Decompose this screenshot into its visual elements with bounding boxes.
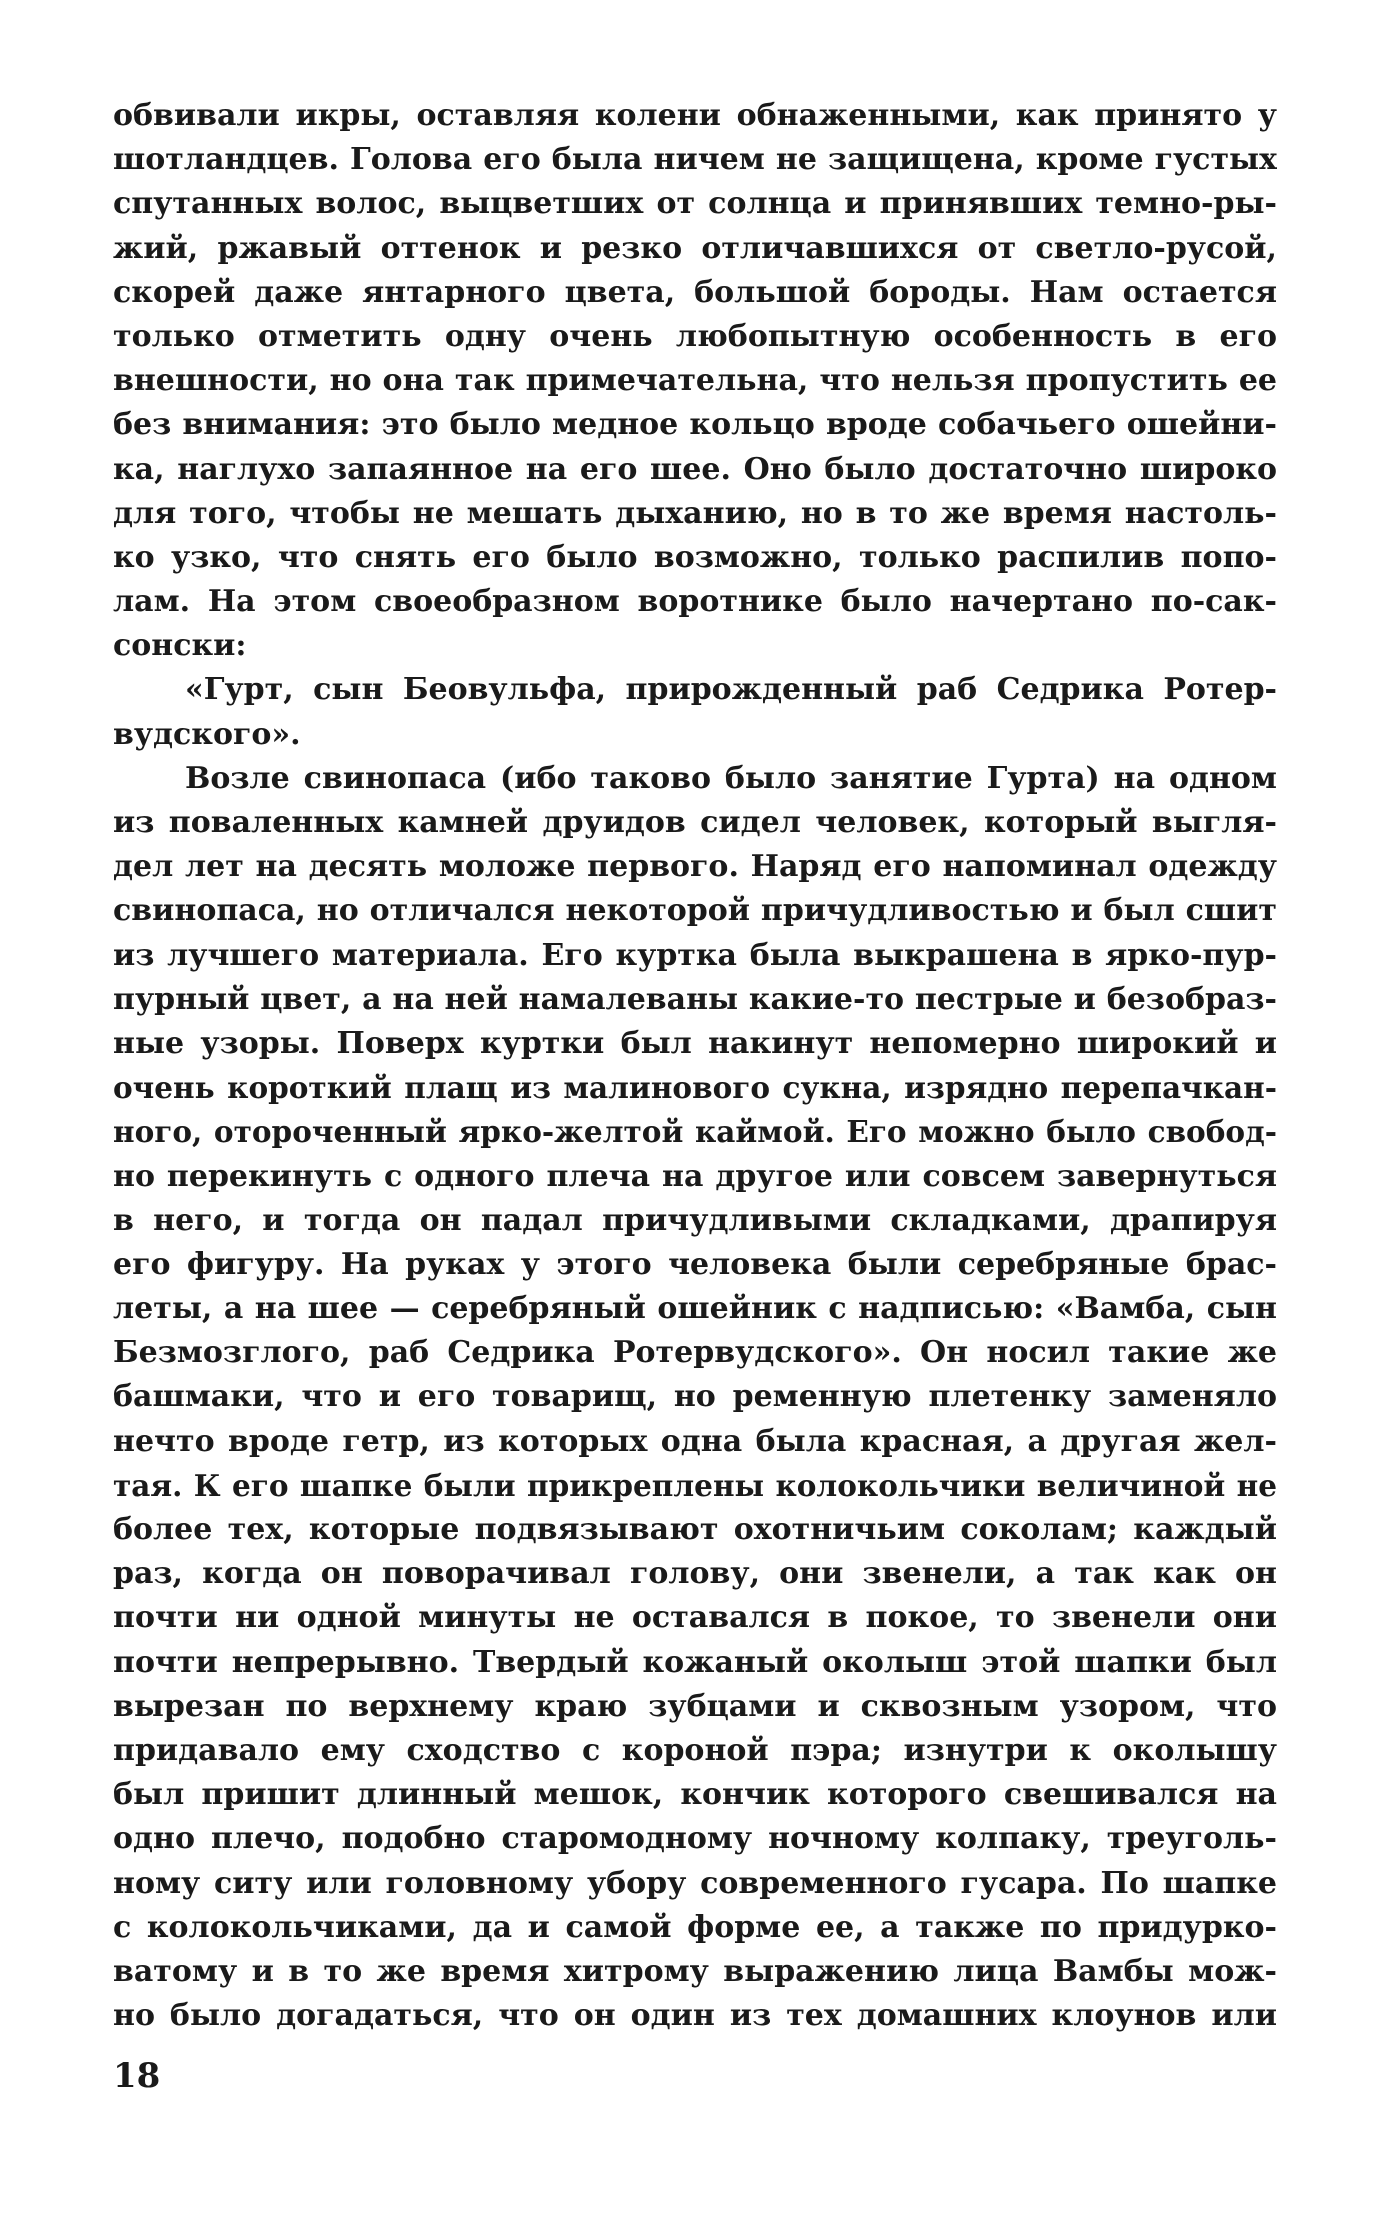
body-text bbox=[113, 94, 1277, 2038]
text-line: почти непрерывно. Твердый кожаный околыш этой шапки был bbox=[113, 1644, 1277, 1680]
text-line: из поваленных камней друидов сидел человек, который выгля- bbox=[113, 805, 1277, 840]
text-line: в него, и тогда он падал причудливыми складками, драпируя bbox=[113, 1202, 1277, 1238]
text-line: свинопаса, но отличался некоторой причудливостью и был сшит bbox=[113, 893, 1277, 929]
text-line: ного, отороченный ярко-желтой каймой. Его можно было свобод- bbox=[113, 1114, 1277, 1150]
text-line: нечто вроде гетр, из которых одна была красная, а другая жел- bbox=[113, 1423, 1277, 1459]
page-number: 18 bbox=[113, 2056, 161, 2096]
text-line: обвивали икры, оставляя колени обнаженными, как принято у bbox=[113, 98, 1277, 133]
text-line: его фигуру. На руках у этого человека были серебряные брас- bbox=[113, 1246, 1277, 1282]
text-line: без внимания: это было медное кольцо вроде собачьего ошейни- bbox=[113, 407, 1277, 443]
text-line: пурный цвет, а на ней намалеваны какие-то пестрые и безобраз- bbox=[113, 981, 1277, 1017]
text-line: сонски: bbox=[113, 628, 247, 664]
text-line: очень короткий плащ из малинового сукна, изрядно перепачкан- bbox=[113, 1070, 1277, 1106]
text-line: ватому и в то же время хитрому выражению лица Вамбы мож- bbox=[113, 1953, 1277, 1989]
text-line: ные узоры. Поверх куртки был накинут непомерно широкий и bbox=[113, 1025, 1277, 1061]
text-line: ному ситу или головному убору современного гусара. По шапке bbox=[113, 1865, 1277, 1901]
text-line: жий, ржавый оттенок и резко отличавшихся от светло-русой, bbox=[113, 230, 1277, 266]
text-line: придавало ему сходство с короной пэра; изнутри к околышу bbox=[113, 1732, 1277, 1768]
text-line: из лучшего материала. Его куртка была выкрашена в ярко-пур- bbox=[113, 937, 1277, 973]
text-line: вудского». bbox=[113, 716, 301, 752]
text-line: но перекинуть с одного плеча на другое или совсем завернуться bbox=[113, 1158, 1277, 1194]
text-line: тая. К его шапке были прикреплены колокольчики величиной не bbox=[113, 1467, 1277, 1503]
text-line: ко узко, что снять его было возможно, только распилив попо- bbox=[113, 539, 1277, 575]
text-line: внешности, но она так примечательна, что нельзя пропустить ее bbox=[113, 363, 1277, 399]
text-line: скорей даже янтарного цвета, большой бороды. Нам остается bbox=[113, 274, 1277, 310]
text-line: с колокольчиками, да и самой форме ее, а также по придурко- bbox=[113, 1909, 1277, 1945]
text-line: шотландцев. Голова его была ничем не защищена, кроме густых bbox=[113, 142, 1277, 178]
text-line: был пришит длинный мешок, кончик которого свешивался на bbox=[113, 1777, 1277, 1813]
text-line: почти ни одной минуты не оставался в покое, то звенели они bbox=[113, 1600, 1277, 1636]
text-line: леты, а на шее — серебряный ошейник с надписью: «Вамба, сын bbox=[113, 1291, 1277, 1327]
text-line: ка, наглухо запаянное на его шее. Оно было достаточно широко bbox=[113, 451, 1277, 487]
text-line: спутанных волос, выцветших от солнца и принявших темно-ры- bbox=[113, 186, 1277, 222]
text-line: «Гурт, сын Беовульфа, прирожденный раб Седрика Ротер- bbox=[185, 672, 1277, 708]
text-line: только отметить одну очень любопытную особенность в его bbox=[113, 318, 1277, 354]
text-line: одно плечо, подобно старомодному ночному колпаку, треуголь- bbox=[113, 1821, 1277, 1857]
text-line: вырезан по верхнему краю зубцами и сквозным узором, что bbox=[113, 1688, 1277, 1724]
text-line: дел лет на десять моложе первого. Наряд его напоминал одежду bbox=[113, 849, 1277, 885]
text-line: но было догадаться, что он один из тех домашних клоунов или bbox=[113, 1998, 1277, 2034]
text-line: более тех, которые подвязывают охотничьим соколам; каждый bbox=[113, 1512, 1277, 1547]
text-line: раз, когда он поворачивал голову, они звенели, а так как он bbox=[113, 1556, 1277, 1592]
text-line: Безмозглого, раб Седрика Ротервудского». Он носил такие же bbox=[113, 1335, 1277, 1371]
text-line: Возле свинопаса (ибо таково было занятие Гурта) на одном bbox=[185, 760, 1277, 796]
text-line: для того, чтобы не мешать дыханию, но в то же время настоль- bbox=[113, 495, 1277, 531]
text-line: башмаки, что и его товарищ, но ременную плетенку заменяло bbox=[113, 1379, 1277, 1415]
text-line: лам. На этом своеобразном воротнике было начертано по-сак- bbox=[113, 584, 1277, 620]
